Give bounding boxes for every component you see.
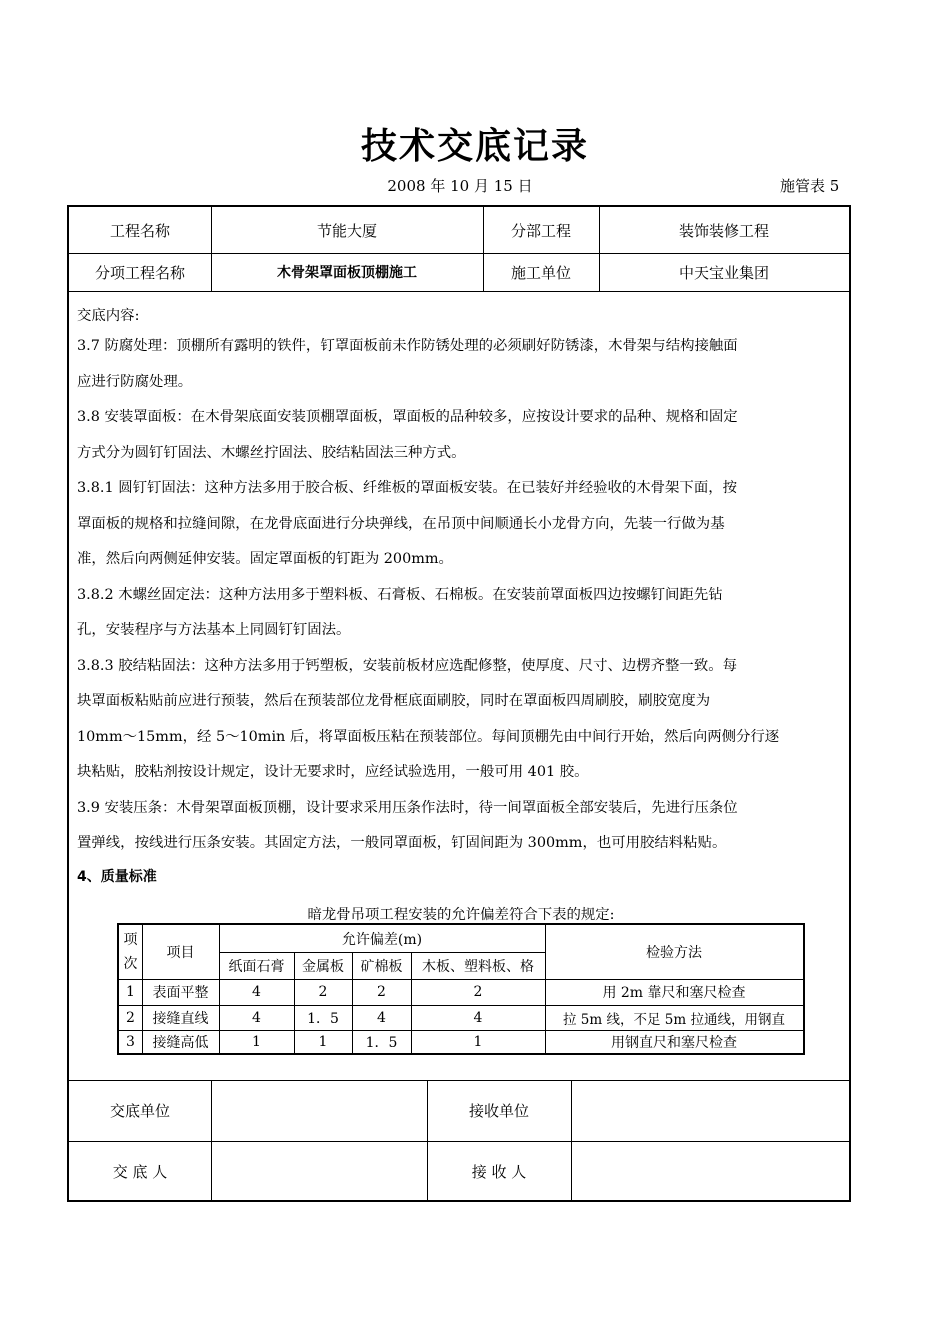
row-item: 接缝直线	[152, 1010, 209, 1027]
content-line: 3.8.1 圆钉钉固法：这种方法多用于胶合板、纤维板的罩面板安装。在已装好并经验收的木骨架下面，按	[77, 480, 737, 496]
content-line: 3.8 安装罩面板：在木骨架底面安装顶棚罩面板，罩面板的品种较多，应按设计要求的品种、规格和固定	[77, 409, 738, 425]
row-value: 1．5	[307, 1010, 339, 1027]
issuing-unit-field[interactable]	[211, 1080, 427, 1141]
receiving-unit-field[interactable]	[571, 1080, 849, 1141]
record-form	[67, 205, 851, 1202]
row-method: 用 2m 靠尺和塞尺检查	[602, 985, 746, 1001]
content-line: 3.9 安装压条：木骨架罩面板顶棚，设计要求采用压条作法时，待一间罩面板全部安装后，先进行压条位	[77, 799, 738, 816]
header-tolerance: 允许偏差(m)	[341, 931, 423, 948]
issuer-label: 交 底 人	[112, 1163, 168, 1181]
content-line: 方式分为圆钉钉固法、木螺丝拧固法、胶结粘固法三种方式。	[77, 444, 466, 461]
row-method: 拉 5m 线，不足 5m 拉通线，用钢直	[563, 1011, 785, 1028]
content-line: 准，然后向两侧延伸安装。固定罩面板的钉距为 200mm。	[77, 551, 453, 567]
content-line: 块罩面板粘贴前应进行预装，然后在预装部位龙骨框底面刷胶，同时在罩面板四周刷胶，刷胶宽度为	[77, 693, 711, 709]
row-divider	[69, 291, 849, 292]
receiving-unit-label: 接收单位	[468, 1102, 529, 1120]
subheader-mineral-wool: 矿棉板	[360, 958, 403, 975]
row-item: 表面平整	[152, 985, 209, 1001]
row-method: 用钢直尺和塞尺检查	[611, 1034, 737, 1051]
content-line: 孔，安装程序与方法基本上同圆钉钉固法。	[77, 622, 351, 638]
content-line: 罩面板的规格和拉缝间隙，在龙骨底面进行分块弹线，在吊顶中间顺通长小龙骨方向，先装一行做为基	[77, 515, 725, 532]
project-name-label: 工程名称	[109, 221, 170, 240]
row-value: 2	[318, 984, 328, 1000]
subdivision-label: 分项工程名称	[94, 263, 185, 282]
form-number: 施管表 5	[780, 177, 840, 195]
row-value: 2	[377, 984, 386, 1000]
row-value: 1	[473, 1033, 483, 1050]
row-value: 4	[377, 1009, 386, 1026]
receiver-label: 接 收 人	[471, 1163, 527, 1181]
row-value: 1．5	[365, 1034, 398, 1051]
division-value: 装饰装修工程	[678, 221, 769, 240]
row-no: 3	[126, 1033, 135, 1050]
receiver-field[interactable]	[571, 1141, 849, 1202]
header-no: 项次	[123, 932, 138, 972]
issuer-field[interactable]	[211, 1141, 427, 1202]
contractor-value: 中天宝业集团	[678, 263, 769, 282]
division-label: 分部工程	[510, 221, 571, 240]
content-intro: 交底内容:	[77, 308, 140, 324]
content-line: 应进行防腐处理。	[77, 373, 193, 390]
row-value: 4	[473, 1009, 483, 1026]
contractor-label: 施工单位	[510, 263, 571, 282]
table-caption: 暗龙骨吊项工程安装的允许偏差符合下表的规定:	[307, 907, 615, 923]
header-method: 检验方法	[646, 945, 702, 961]
issuing-unit-label: 交底单位	[109, 1102, 170, 1120]
content-line: 3.8.2 木螺丝固定法：这种方法用多于塑料板、石膏板、石棉板。在安装前罩面板四边按螺钉间距先钻	[77, 586, 723, 603]
subheader-wood-plastic: 木板、塑料板、格	[422, 958, 534, 975]
section-heading: 4、质量标准	[77, 868, 157, 885]
row-no: 1	[126, 984, 135, 1000]
content-line: 3.7 防腐处理：顶棚所有露明的铁件，钉罩面板前未作防锈处理的必须刷好防锈漆，木骨架与结构接触面	[77, 338, 738, 354]
disclosure-content	[77, 302, 843, 892]
tolerance-table	[117, 923, 805, 1055]
header-item: 项目	[166, 945, 195, 961]
document-date: 2008 年 10 月 15 日	[387, 177, 533, 195]
subdivision-value: 木骨架罩面板顶棚施工	[277, 265, 417, 281]
row-value: 4	[252, 984, 261, 1000]
document-title: 技术交底记录	[360, 126, 589, 167]
row-value: 1	[252, 1033, 261, 1050]
subheader-metal: 金属板	[302, 958, 344, 975]
row-no: 2	[126, 1009, 135, 1026]
row-value: 4	[252, 1009, 261, 1026]
content-line: 置弹线，按线进行压条安装。其固定方法，一般同罩面板，钉固间距为 300mm，也可用胶结料粘贴。	[77, 835, 727, 851]
content-line: 3.8.3 胶结粘固法：这种方法多用于钙塑板，安装前板材应选配修整，使厚度、尺寸、边楞齐整一致。每	[77, 657, 737, 674]
subheader-gypsum: 纸面石膏	[228, 958, 285, 975]
row-value: 1	[318, 1033, 328, 1050]
project-name-value: 节能大厦	[316, 221, 377, 240]
row-value: 2	[473, 984, 483, 1000]
row-item: 接缝高低	[152, 1034, 209, 1051]
content-line: 10mm～15mm，经 5～10min 后，将罩面板压粘在预装部位。每间顶棚先由中间行开始，然后向两侧分行逐	[77, 728, 780, 745]
content-line: 块粘贴，胶粘剂按设计规定，设计无要求时，应经试验选用，一般可用 401 胶。	[77, 764, 589, 780]
